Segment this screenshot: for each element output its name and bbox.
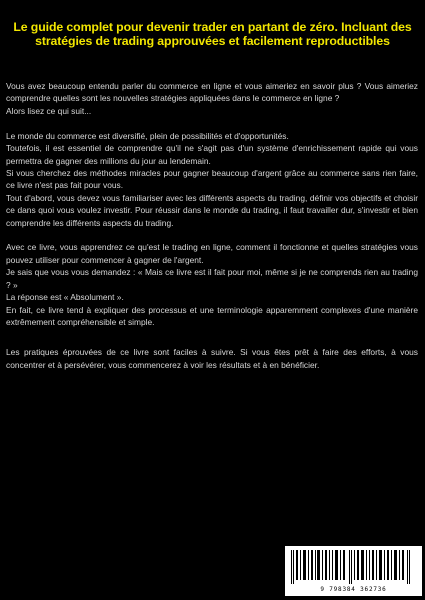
description-body bbox=[6, 80, 418, 371]
paragraph-with-book: Avec ce livre, vous apprendrez ce qu'est le trading en ligne, comment il fonctionne et quelles stratégies vous pouvez utiliser pour commencer à gagner de l'argent. bbox=[6, 242, 418, 265]
headline: Le guide complet pour devenir trader en partant de zéro. Incluant des stratégies de trading approuvées et facilement reproductibles bbox=[13, 20, 412, 48]
paragraph-question: Je sais que vous vous demandez : « Mais ce livre est il fait pour moi, même si je ne comprends rien au trading ? » bbox=[6, 267, 418, 290]
paragraph-world: Le monde du commerce est diversifié, plein de possibilités et d'opportunités. bbox=[6, 130, 289, 141]
paragraph-first: Tout d'abord, vous devez vous familiariser avec les différents aspects du trading, définir vos objectifs et choisir ce dans quoi vous voulez investir. Pour réussir dans le monde du trading, il faut travailler dur, s'investir et bien comprendre les différents aspects du trading. bbox=[6, 192, 418, 228]
paragraph-answer: La réponse est « Absolument ». bbox=[6, 292, 124, 303]
paragraph-read-on: Alors lisez ce qui suit... bbox=[6, 105, 92, 116]
paragraph-practices: Les pratiques éprouvées de ce livre sont faciles à suivre. Si vous êtes prêt à faire des efforts, à vous concentrer et à persévérer, vous commencerez à voir les résultats et à en bénéficier. bbox=[6, 347, 418, 370]
paragraph-miracle: Si vous cherchez des méthodes miracles pour gagner beaucoup d'argent grâce au commerce sans rien faire, ce livre n'est pas fait pour vous. bbox=[6, 167, 418, 191]
paragraph-explain: En fait, ce livre tend à expliquer des processus et une terminologie apparemment complexes d'une manière extrêmement compréhensible et simple. bbox=[6, 304, 418, 327]
barcode-bars bbox=[289, 550, 418, 584]
paragraph-however: Toutefois, il est essentiel de comprendre qu'il ne s'agit pas d'un système d'enrichissement rapide qui vous permettra de gagner des millions du jour au lendemain. bbox=[6, 143, 418, 166]
barcode-digits: 9 798384 362736 bbox=[320, 586, 387, 593]
isbn-barcode bbox=[285, 546, 422, 596]
paragraph-intro: Vous avez beaucoup entendu parler du commerce en ligne et vous aimeriez en savoir plus ? Vous aimeriez comprendre quelles sont les nouvelles stratégies appliquées dans le commerce en ligne ? bbox=[6, 81, 418, 104]
